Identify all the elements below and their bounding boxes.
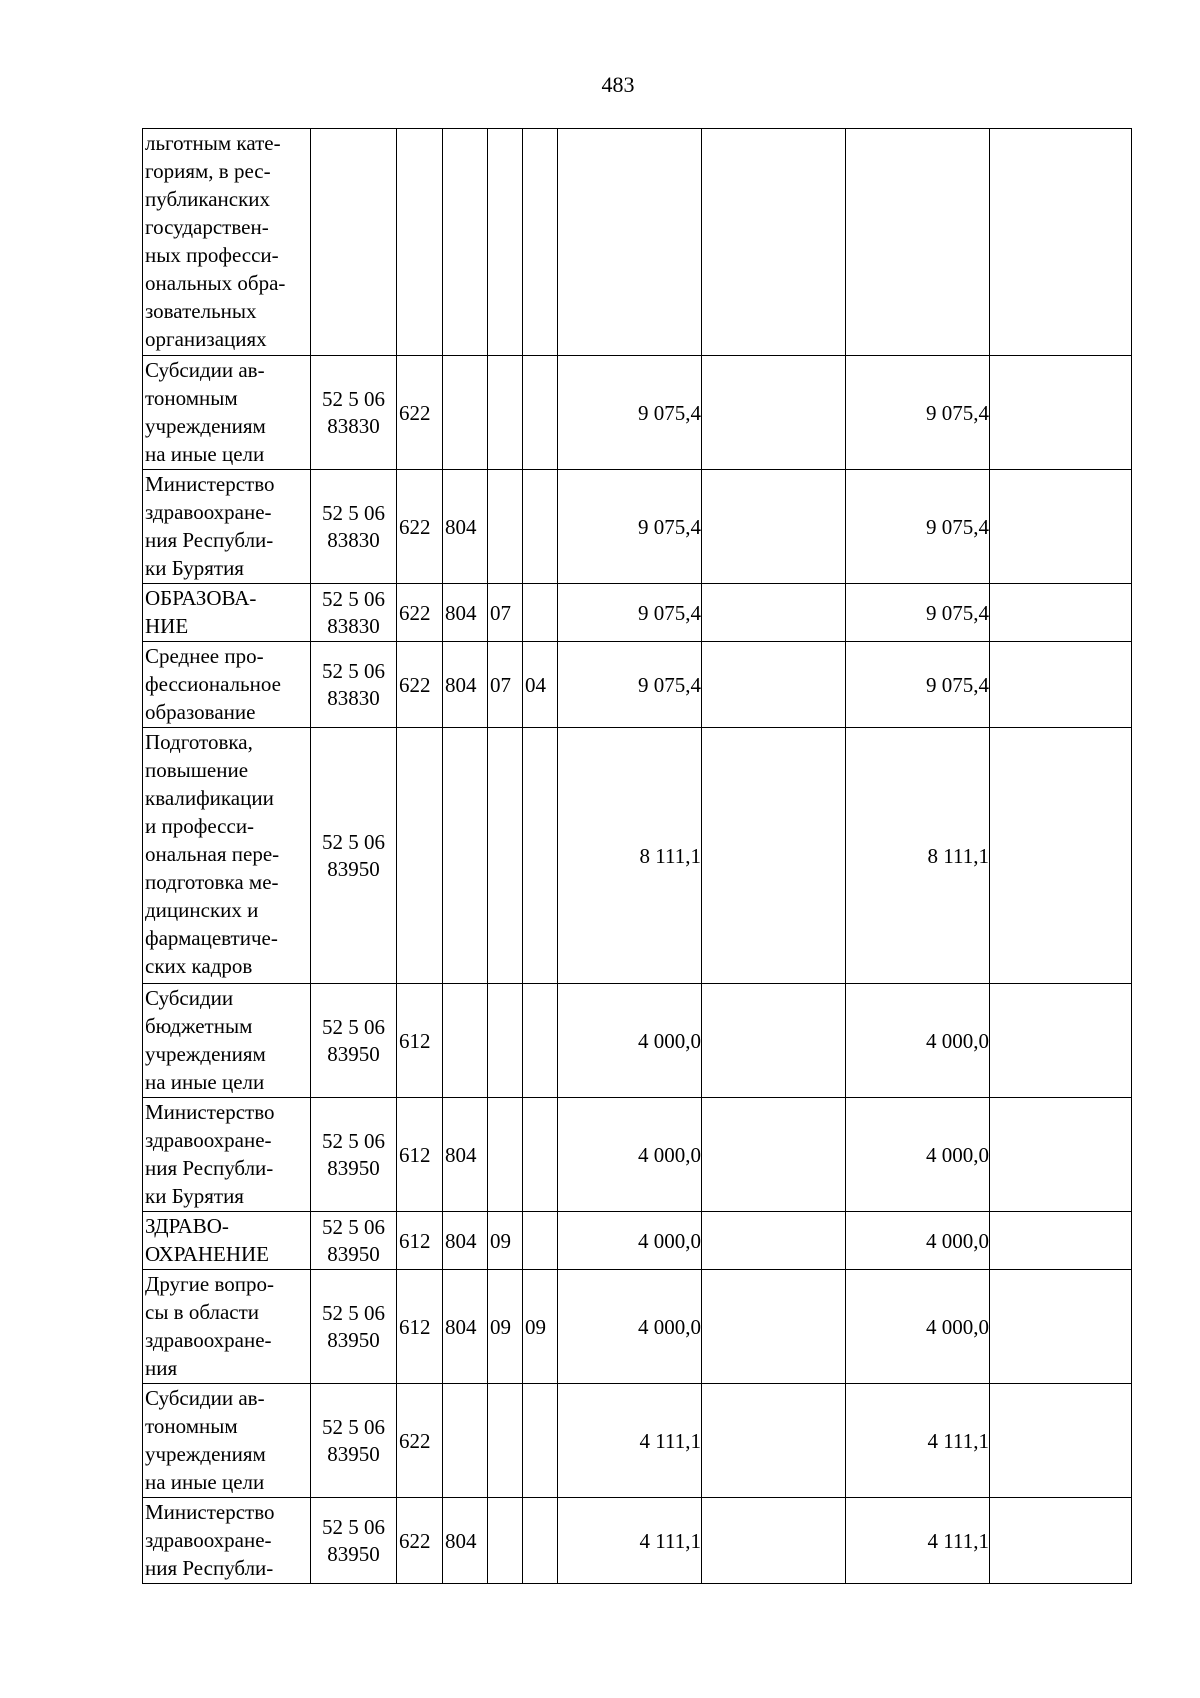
- expense-type-cell: [397, 129, 443, 356]
- amount-column-2-cell: [702, 1098, 846, 1212]
- table-row: [143, 1498, 1132, 1584]
- amount-column-3-cell: 4 000,0: [846, 984, 990, 1098]
- amount-column-2-cell: [702, 470, 846, 584]
- subsection-cell: [523, 129, 558, 356]
- amount-column-4-cell: [990, 1212, 1132, 1270]
- amount-total-cell: 4 000,0: [558, 1212, 702, 1270]
- item-name-cell: Министерство здравоохране- ния Республи- ки Бурятия: [143, 1098, 311, 1212]
- table-body: [143, 129, 1132, 1584]
- expense-type-cell: 622: [397, 470, 443, 584]
- amount-total-cell: 9 075,4: [558, 584, 702, 642]
- amount-column-4-cell: [990, 984, 1132, 1098]
- administrator-code-cell: 804: [443, 1498, 488, 1584]
- section-cell: 07: [488, 584, 523, 642]
- administrator-code-cell: [443, 728, 488, 984]
- administrator-code-cell: [443, 1384, 488, 1498]
- amount-column-3-cell: 4 000,0: [846, 1212, 990, 1270]
- amount-total-cell: 4 000,0: [558, 1270, 702, 1384]
- amount-column-3-cell: 4 000,0: [846, 1098, 990, 1212]
- item-name-cell: льготным кате- гориям, в рес- публиканских государствен- ных професси- ональных обра- зовательных организациях: [143, 129, 311, 356]
- target-article-cell: 52 5 06 83950: [311, 1098, 397, 1212]
- section-cell: [488, 984, 523, 1098]
- amount-total-cell: [558, 129, 702, 356]
- administrator-code-cell: 804: [443, 642, 488, 728]
- page-number: 483: [601, 72, 635, 97]
- amount-column-4-cell: [990, 642, 1132, 728]
- subsection-cell: [523, 984, 558, 1098]
- expense-type-cell: 612: [397, 1098, 443, 1212]
- amount-column-3-cell: 9 075,4: [846, 470, 990, 584]
- target-article-cell: 52 5 06 83950: [311, 1384, 397, 1498]
- amount-column-2-cell: [702, 584, 846, 642]
- expense-type-cell: 622: [397, 1498, 443, 1584]
- amount-total-cell: 4 111,1: [558, 1384, 702, 1498]
- expense-type-cell: 622: [397, 584, 443, 642]
- section-cell: [488, 470, 523, 584]
- amount-total-cell: 4 000,0: [558, 1098, 702, 1212]
- item-name-cell: Субсидии ав- тономным учреждениям на иные цели: [143, 356, 311, 470]
- amount-column-4-cell: [990, 129, 1132, 356]
- section-cell: [488, 728, 523, 984]
- target-article-cell: 52 5 06 83830: [311, 642, 397, 728]
- amount-column-4-cell: [990, 1270, 1132, 1384]
- amount-column-4-cell: [990, 1384, 1132, 1498]
- amount-column-2-cell: [702, 642, 846, 728]
- subsection-cell: [523, 584, 558, 642]
- target-article-cell: 52 5 06 83950: [311, 1498, 397, 1584]
- target-article-cell: 52 5 06 83830: [311, 470, 397, 584]
- amount-column-2-cell: [702, 1212, 846, 1270]
- target-article-cell: [311, 129, 397, 356]
- subsection-cell: 09: [523, 1270, 558, 1384]
- administrator-code-cell: [443, 129, 488, 356]
- expense-type-cell: 622: [397, 1384, 443, 1498]
- administrator-code-cell: 804: [443, 470, 488, 584]
- section-cell: [488, 1098, 523, 1212]
- expense-type-cell: 622: [397, 642, 443, 728]
- table-row: [143, 470, 1132, 584]
- item-name-cell: Субсидии бюджетным учреждениям на иные цели: [143, 984, 311, 1098]
- subsection-cell: [523, 1212, 558, 1270]
- amount-column-2-cell: [702, 356, 846, 470]
- amount-column-3-cell: 4 111,1: [846, 1384, 990, 1498]
- amount-column-2-cell: [702, 984, 846, 1098]
- administrator-code-cell: 804: [443, 584, 488, 642]
- subsection-cell: [523, 470, 558, 584]
- target-article-cell: 52 5 06 83950: [311, 728, 397, 984]
- amount-column-2-cell: [702, 728, 846, 984]
- amount-column-4-cell: [990, 728, 1132, 984]
- subsection-cell: [523, 1498, 558, 1584]
- item-name-cell: Министерство здравоохране- ния Республи-: [143, 1498, 311, 1584]
- amount-column-3-cell: 4 000,0: [846, 1270, 990, 1384]
- amount-total-cell: 8 111,1: [558, 728, 702, 984]
- amount-column-4-cell: [990, 584, 1132, 642]
- subsection-cell: [523, 1384, 558, 1498]
- administrator-code-cell: [443, 984, 488, 1098]
- administrator-code-cell: [443, 356, 488, 470]
- table-row: [143, 1212, 1132, 1270]
- section-cell: 09: [488, 1270, 523, 1384]
- amount-column-3-cell: 8 111,1: [846, 728, 990, 984]
- amount-column-2-cell: [702, 1270, 846, 1384]
- target-article-cell: 52 5 06 83830: [311, 584, 397, 642]
- amount-column-4-cell: [990, 1498, 1132, 1584]
- amount-column-4-cell: [990, 356, 1132, 470]
- administrator-code-cell: 804: [443, 1098, 488, 1212]
- subsection-cell: [523, 728, 558, 984]
- section-cell: [488, 356, 523, 470]
- expense-type-cell: 612: [397, 1270, 443, 1384]
- section-cell: 07: [488, 642, 523, 728]
- amount-column-3-cell: 4 111,1: [846, 1498, 990, 1584]
- table-row: [143, 1270, 1132, 1384]
- item-name-cell: Среднее про- фессиональное образование: [143, 642, 311, 728]
- table-row: [143, 129, 1132, 356]
- amount-column-2-cell: [702, 1498, 846, 1584]
- item-name-cell: ОБРАЗОВА- НИЕ: [143, 584, 311, 642]
- table-row: [143, 642, 1132, 728]
- item-name-cell: Подготовка, повышение квалификации и професси- ональная пере- подготовка ме- дицинских и фармацевтиче- ских кадров: [143, 728, 311, 984]
- amount-column-3-cell: 9 075,4: [846, 356, 990, 470]
- section-cell: [488, 129, 523, 356]
- administrator-code-cell: 804: [443, 1212, 488, 1270]
- amount-column-4-cell: [990, 470, 1132, 584]
- item-name-cell: ЗДРАВО- ОХРАНЕНИЕ: [143, 1212, 311, 1270]
- target-article-cell: 52 5 06 83830: [311, 356, 397, 470]
- table-row: [143, 356, 1132, 470]
- section-cell: [488, 1384, 523, 1498]
- table-row: [143, 1384, 1132, 1498]
- subsection-cell: 04: [523, 642, 558, 728]
- table-row: [143, 1098, 1132, 1212]
- item-name-cell: Министерство здравоохране- ния Республи- ки Бурятия: [143, 470, 311, 584]
- expense-type-cell: 622: [397, 356, 443, 470]
- section-cell: 09: [488, 1212, 523, 1270]
- amount-column-4-cell: [990, 1098, 1132, 1212]
- table-row: [143, 728, 1132, 984]
- amount-column-3-cell: 9 075,4: [846, 642, 990, 728]
- item-name-cell: Субсидии ав- тономным учреждениям на иные цели: [143, 1384, 311, 1498]
- amount-column-2-cell: [702, 1384, 846, 1498]
- item-name-cell: Другие вопро- сы в области здравоохране- ния: [143, 1270, 311, 1384]
- target-article-cell: 52 5 06 83950: [311, 984, 397, 1098]
- target-article-cell: 52 5 06 83950: [311, 1212, 397, 1270]
- table-row: [143, 984, 1132, 1098]
- subsection-cell: [523, 356, 558, 470]
- amount-column-3-cell: 9 075,4: [846, 584, 990, 642]
- amount-total-cell: 4 000,0: [558, 984, 702, 1098]
- amount-column-3-cell: [846, 129, 990, 356]
- subsection-cell: [523, 1098, 558, 1212]
- amount-total-cell: 9 075,4: [558, 642, 702, 728]
- amount-total-cell: 4 111,1: [558, 1498, 702, 1584]
- expense-type-cell: [397, 728, 443, 984]
- expense-type-cell: 612: [397, 984, 443, 1098]
- amount-total-cell: 9 075,4: [558, 470, 702, 584]
- amount-column-2-cell: [702, 129, 846, 356]
- administrator-code-cell: 804: [443, 1270, 488, 1384]
- section-cell: [488, 1498, 523, 1584]
- amount-total-cell: 9 075,4: [558, 356, 702, 470]
- target-article-cell: 52 5 06 83950: [311, 1270, 397, 1384]
- table-row: [143, 584, 1132, 642]
- budget-table: [142, 128, 1132, 1584]
- expense-type-cell: 612: [397, 1212, 443, 1270]
